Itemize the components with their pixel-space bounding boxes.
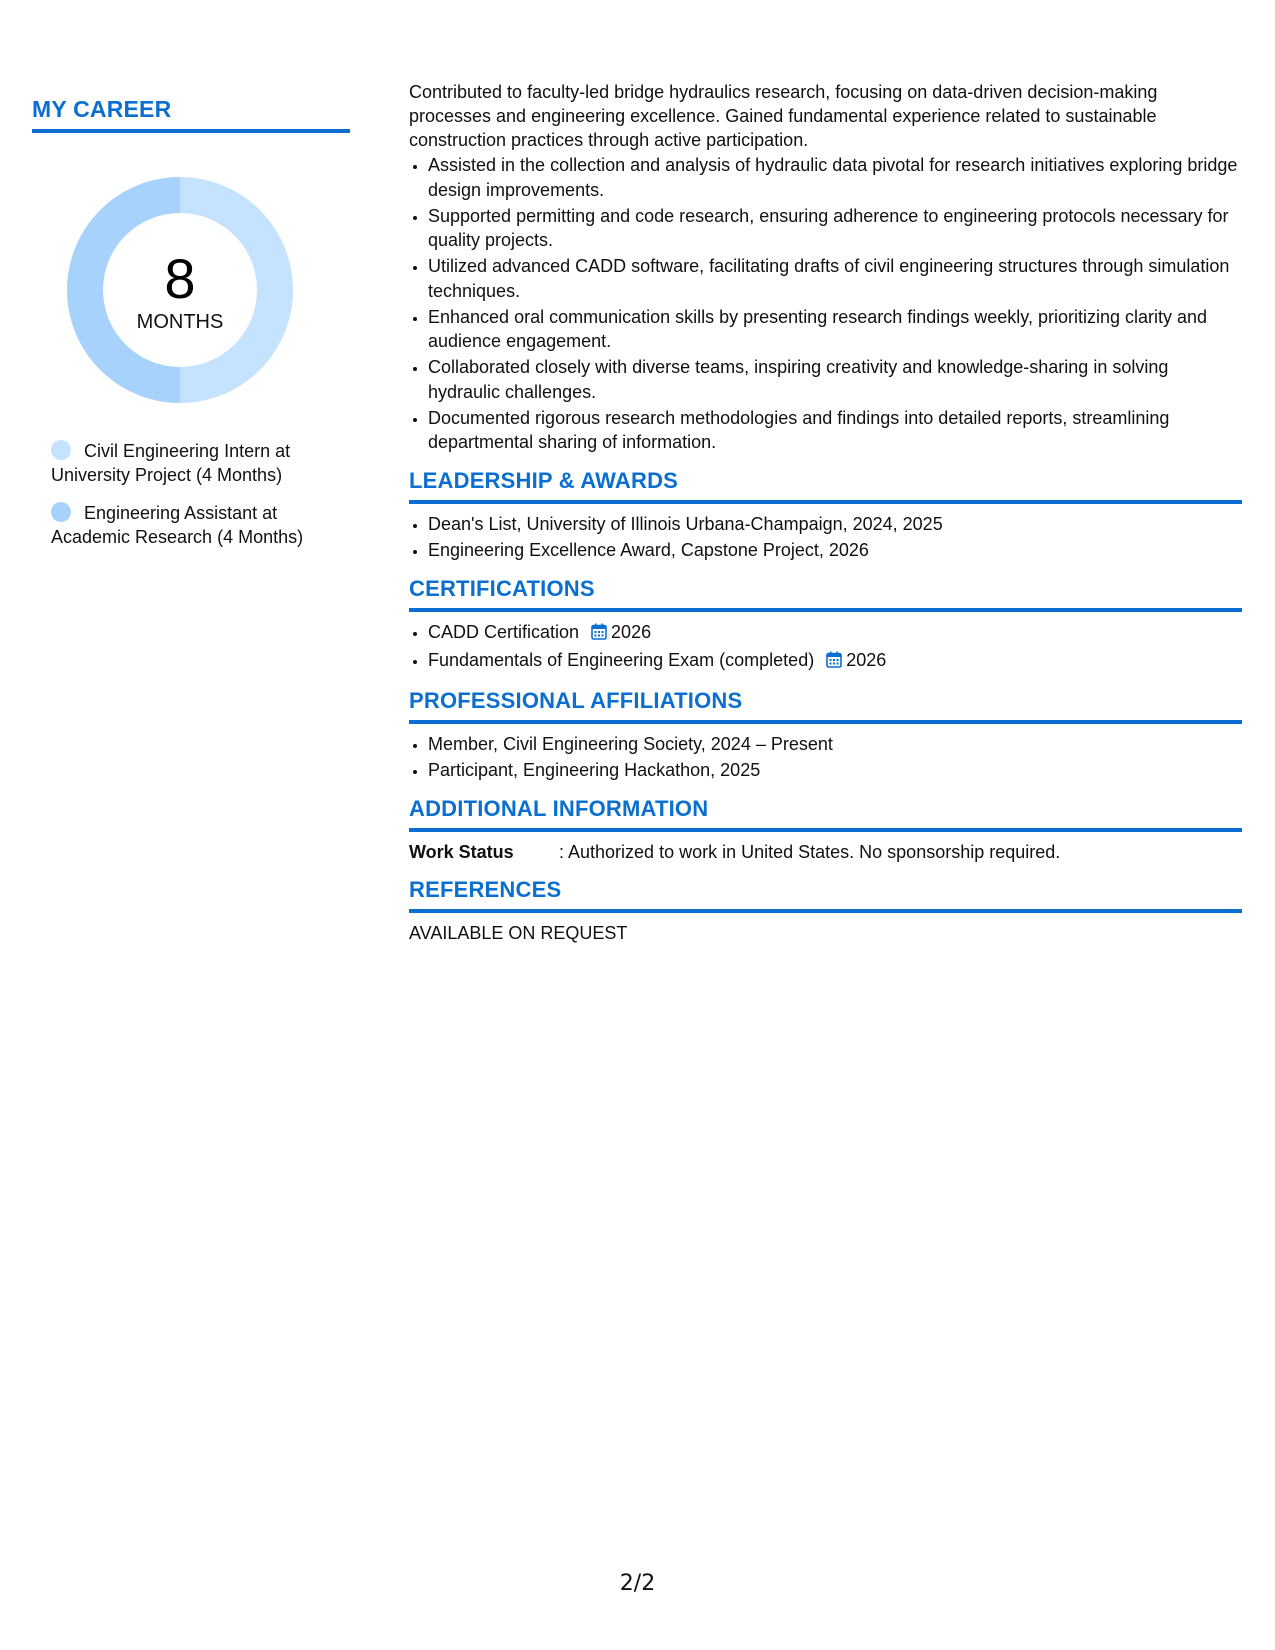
additional-section xyxy=(409,796,1242,864)
certifications-title: CERTIFICATIONS xyxy=(409,575,595,601)
leadership-title: LEADERSHIP & AWARDS xyxy=(409,467,679,493)
legend-item xyxy=(51,501,350,549)
legend-label: Engineering Assistant at Academic Research (4 Months) xyxy=(51,503,304,547)
list-item: • Documented rigorous research methodologies and findings into detailed reports, streamlining departmental sharing of information. xyxy=(428,406,1242,455)
section-rule xyxy=(409,500,1242,504)
section-rule xyxy=(409,909,1242,913)
calendar-icon xyxy=(826,650,842,675)
legend-swatch xyxy=(51,440,71,460)
legend-swatch xyxy=(51,502,71,522)
work-status-row xyxy=(409,840,1242,864)
certification-item xyxy=(428,648,1242,675)
certification-name: Fundamentals of Engineering Exam (completed) xyxy=(428,650,815,671)
certification-item xyxy=(428,620,1242,647)
section-rule xyxy=(409,720,1242,724)
career-sidebar xyxy=(32,96,350,563)
certifications-section xyxy=(409,576,1242,675)
certification-year: 2026 xyxy=(611,621,652,642)
list-item: • Supported permitting and code research, ensuring adherence to engineering protocols necessary for quality projects. xyxy=(428,204,1242,253)
donut-total-number: 8 xyxy=(164,247,196,310)
work-status-label: Work Status xyxy=(409,841,514,862)
donut-total-unit: MONTHS xyxy=(136,311,224,333)
certifications-list xyxy=(409,620,1242,675)
legend-item xyxy=(51,439,350,487)
career-title-rule xyxy=(32,129,350,133)
list-item: • Utilized advanced CADD software, facilitating drafts of civil engineering structures through simulation techniques. xyxy=(428,254,1242,303)
list-item: • Assisted in the collection and analysis of hydraulic data pivotal for research initiatives exploring bridge design improvements. xyxy=(428,153,1242,202)
leadership-section xyxy=(409,468,1242,563)
section-rule xyxy=(409,608,1242,612)
list-item: • Member, Civil Engineering Society, 2024 – Present xyxy=(428,732,1242,757)
work-status-value: : Authorized to work in United States. No sponsorship required. xyxy=(559,841,1061,862)
calendar-icon xyxy=(591,622,607,647)
main-content xyxy=(409,80,1242,945)
experience-intro: Contributed to faculty-led bridge hydraulics research, focusing on data-driven decision-making processes and engineering excellence. Gained fundamental experience related to sustainable construction practices through active participation. xyxy=(409,82,1158,150)
experience-bullets xyxy=(409,153,1242,455)
certification-name: CADD Certification xyxy=(428,621,580,642)
list-item: • Participant, Engineering Hackathon, 2025 xyxy=(428,758,1242,783)
career-legend xyxy=(32,439,350,549)
affiliations-list xyxy=(409,732,1242,783)
references-section xyxy=(409,877,1242,945)
list-item: • Dean's List, University of Illinois Urbana-Champaign, 2024, 2025 xyxy=(428,512,1242,537)
affiliations-title: PROFESSIONAL AFFILIATIONS xyxy=(409,687,743,713)
affiliations-section xyxy=(409,688,1242,783)
career-title: MY CAREER xyxy=(32,96,172,122)
career-donut-chart xyxy=(67,177,293,403)
donut-center xyxy=(67,177,293,403)
list-item: • Engineering Excellence Award, Capstone Project, 2026 xyxy=(428,538,1242,563)
legend-label: Civil Engineering Intern at University Project (4 Months) xyxy=(51,441,291,485)
leadership-list xyxy=(409,512,1242,563)
list-item: • Enhanced oral communication skills by presenting research findings weekly, prioritizing clarity and audience engagement. xyxy=(428,305,1242,354)
additional-title: ADDITIONAL INFORMATION xyxy=(409,795,709,821)
references-text: AVAILABLE ON REQUEST xyxy=(409,922,628,943)
certification-year: 2026 xyxy=(846,650,887,671)
section-rule xyxy=(409,828,1242,832)
page-indicator: 2/2 xyxy=(619,1571,656,1596)
list-item: • Collaborated closely with diverse teams, inspiring creativity and knowledge-sharing in solving hydraulic challenges. xyxy=(428,355,1242,404)
references-title: REFERENCES xyxy=(409,876,562,902)
